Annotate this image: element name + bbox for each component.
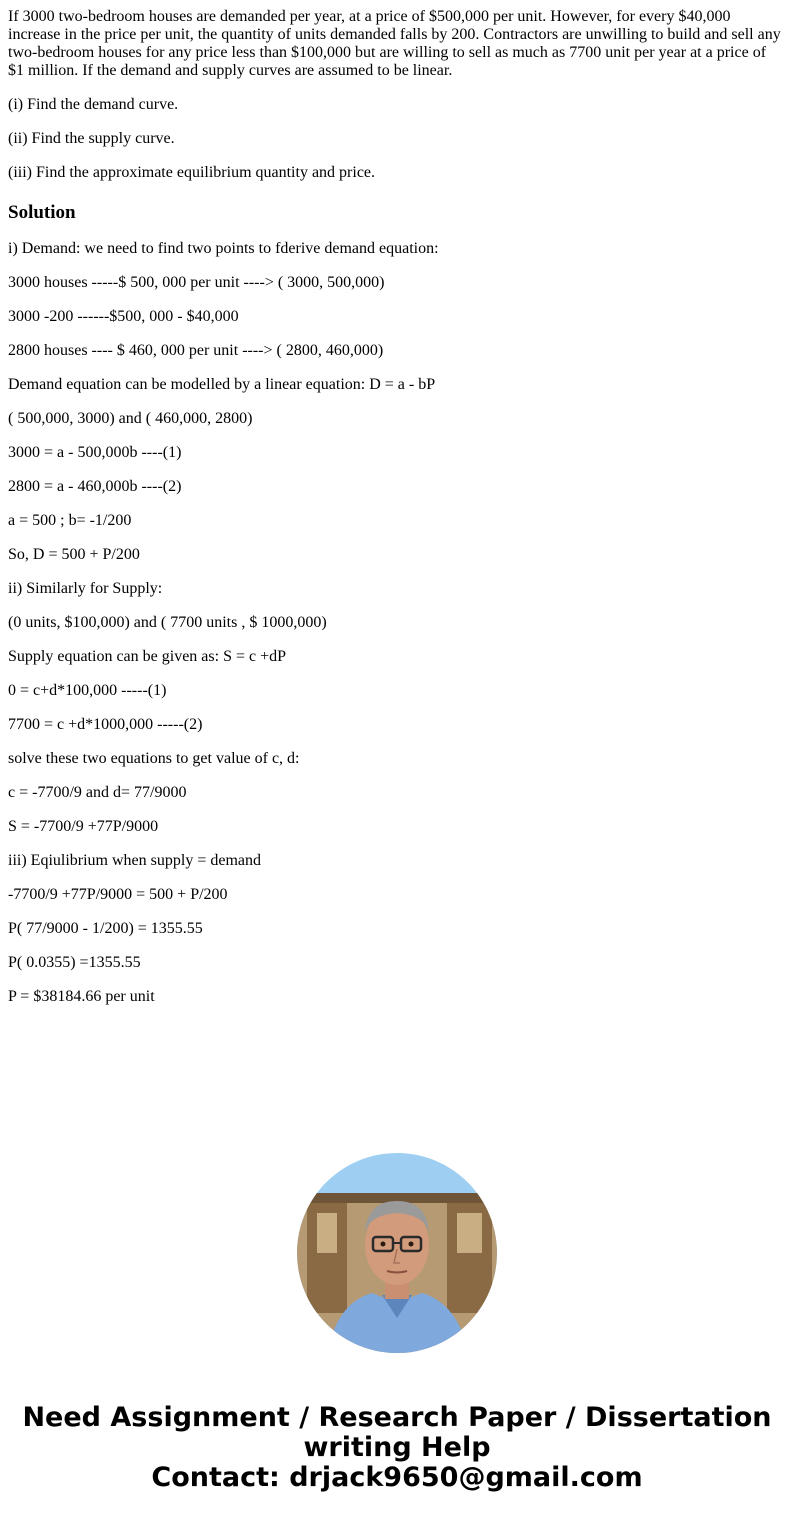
solution-line: -7700/9 +77P/9000 = 500 + P/200 bbox=[8, 886, 228, 903]
solution-line: Supply equation can be given as: S = c +dP bbox=[8, 648, 287, 665]
solution-line: So, D = 500 + P/200 bbox=[8, 546, 140, 563]
solution-line: 3000 = a - 500,000b ----(1) bbox=[8, 444, 182, 461]
solution-line: 2800 houses ---- $ 460, 000 per unit ----> ( 2800, 460,000) bbox=[8, 342, 384, 359]
banner-line-2: writing Help bbox=[303, 1432, 491, 1463]
solution-line: P( 77/9000 - 1/200) = 1355.55 bbox=[8, 920, 203, 937]
solution-line: 7700 = c +d*1000,000 -----(2) bbox=[8, 716, 203, 733]
solution-line: (0 units, $100,000) and ( 7700 units , $ 1000,000) bbox=[8, 614, 327, 631]
question-intro: If 3000 two-bedroom houses are demanded per year, at a price of $500,000 per unit. However, for every $40,000 increase in the price per unit, the quantity of units demanded falls by 200. Contractors are unwilling to build and sell any two-bedroom houses for any price less than $100,000 but are willing to sell as much as 7700 unit per year at a price of $1 million. If the demand and supply curves are assumed to be linear. bbox=[8, 8, 781, 79]
solution-line: ( 500,000, 3000) and ( 460,000, 2800) bbox=[8, 410, 253, 427]
tutor-avatar bbox=[297, 1153, 497, 1353]
solution-line: 2800 = a - 460,000b ----(2) bbox=[8, 478, 182, 495]
banner-line-1: Need Assignment / Research Paper / Dissertation bbox=[22, 1402, 772, 1433]
solution-line: ii) Similarly for Supply: bbox=[8, 580, 163, 597]
solution-line: c = -7700/9 and d= 77/9000 bbox=[8, 784, 187, 801]
solution-line: a = 500 ; b= -1/200 bbox=[8, 512, 132, 529]
solution-line: S = -7700/9 +77P/9000 bbox=[8, 818, 159, 835]
solution-line: 3000 houses -----$ 500, 000 per unit ----> ( 3000, 500,000) bbox=[8, 274, 385, 291]
tutor-portrait-icon bbox=[297, 1153, 497, 1353]
question-part-1: (i) Find the demand curve. bbox=[8, 96, 179, 113]
contact-banner bbox=[0, 1403, 794, 1493]
solution-heading: Solution bbox=[8, 202, 76, 223]
question-part-3: (iii) Find the approximate equilibrium quantity and price. bbox=[8, 164, 376, 181]
question-part-2: (ii) Find the supply curve. bbox=[8, 130, 175, 147]
solution-line: i) Demand: we need to find two points to fderive demand equation: bbox=[8, 240, 439, 257]
solution-line: 0 = c+d*100,000 -----(1) bbox=[8, 682, 167, 699]
solution-line: 3000 -200 ------$500, 000 - $40,000 bbox=[8, 308, 239, 325]
solution-line: P( 0.0355) =1355.55 bbox=[8, 954, 141, 971]
solution-line: solve these two equations to get value of c, d: bbox=[8, 750, 300, 767]
document-body bbox=[8, 8, 786, 1022]
banner-line-3: Contact: drjack9650@gmail.com bbox=[151, 1462, 643, 1493]
solution-line: P = $38184.66 per unit bbox=[8, 988, 155, 1005]
solution-line: iii) Eqiulibrium when supply = demand bbox=[8, 852, 261, 869]
solution-line: Demand equation can be modelled by a linear equation: D = a - bP bbox=[8, 376, 436, 393]
